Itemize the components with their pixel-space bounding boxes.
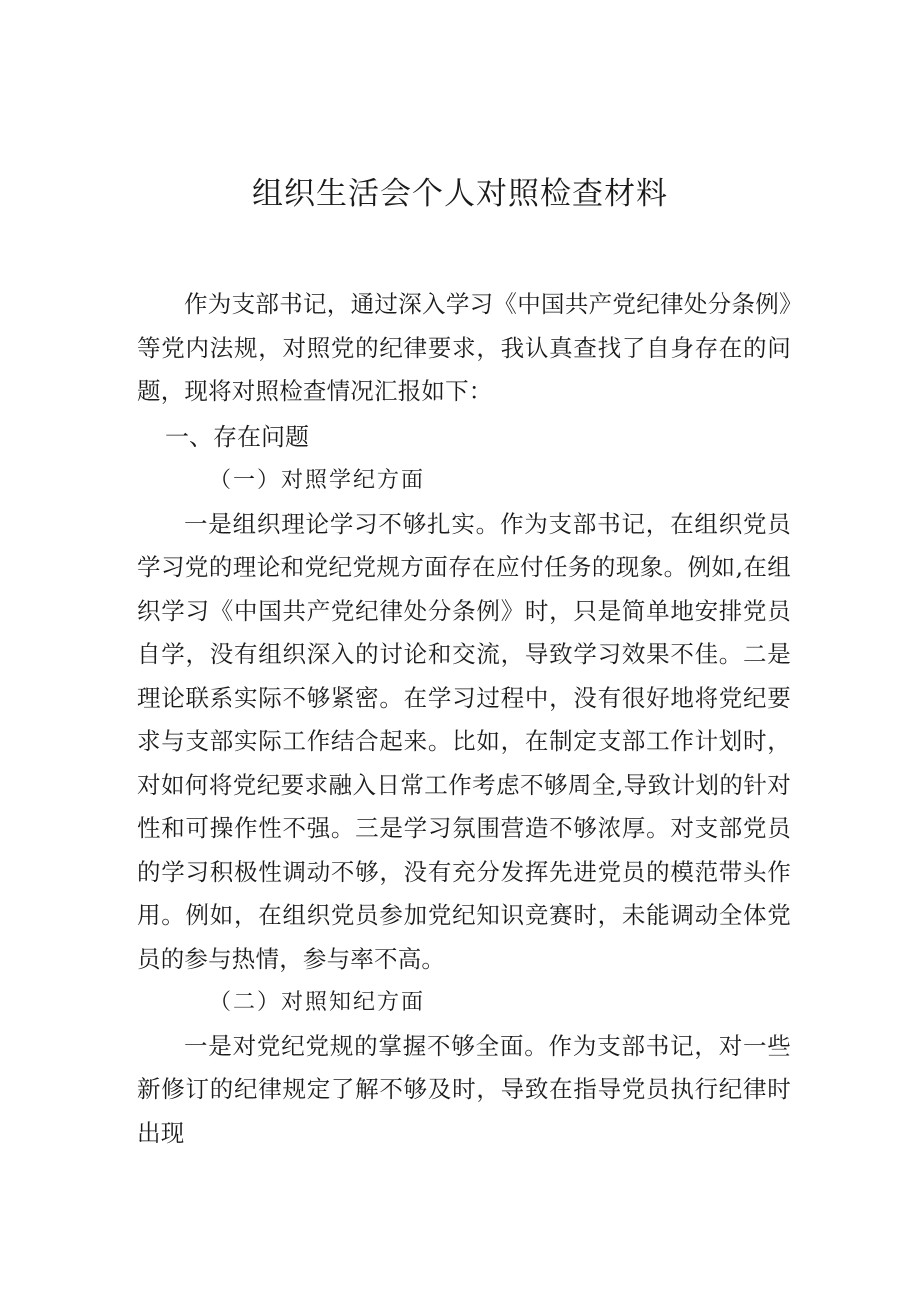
document-title: 组织生活会个人对照检查材料 bbox=[252, 176, 668, 212]
section-heading-problems: 一、存在问题 bbox=[165, 422, 309, 451]
paragraph-knowing-discipline: 一是对党纪党规的掌握不够全面。作为支部书记，对一些新修订的纪律规定了解不够及时，导致在指导党员执行纪律时出现 bbox=[137, 1031, 791, 1147]
subsection-heading-knowing: （二）对照知纪方面 bbox=[209, 990, 426, 1015]
paragraph-learning-discipline: 一是组织理论学习不够扎实。作为支部书记，在组织党员学习党的理论和党纪党规方面存在应付任务的现象。例如,在组织学习《中国共产党纪律处分条例》时，只是简单地安排党员自学，没有组织深入的讨论和交流，导致学习效果不佳。二是理论联系实际不够紧密。在学习过程中，没有很好地将党纪要求与支部实际工作结合起来。比如，在制定支部工作计划时，对如何将党纪要求融入日常工作考虑不够周全,导致计划的针对性和可操作性不强。三是学习氛围营造不够浓厚。对支部党员的学习积极性调动不够，没有充分发挥先进党员的模范带头作用。例如，在组织党员参加党纪知识竞赛时，未能调动全体党员的参与热情，参与率不高。 bbox=[137, 509, 791, 973]
subsection-heading-learning: （一）对照学纪方面 bbox=[209, 468, 426, 493]
document-body bbox=[137, 283, 791, 1155]
intro-paragraph: 作为支部书记，通过深入学习《中国共产党纪律处分条例》等党内法规，对照党的纪律要求，我认真查找了自身存在的问题，现将对照检查情况汇报如下： bbox=[137, 290, 791, 405]
